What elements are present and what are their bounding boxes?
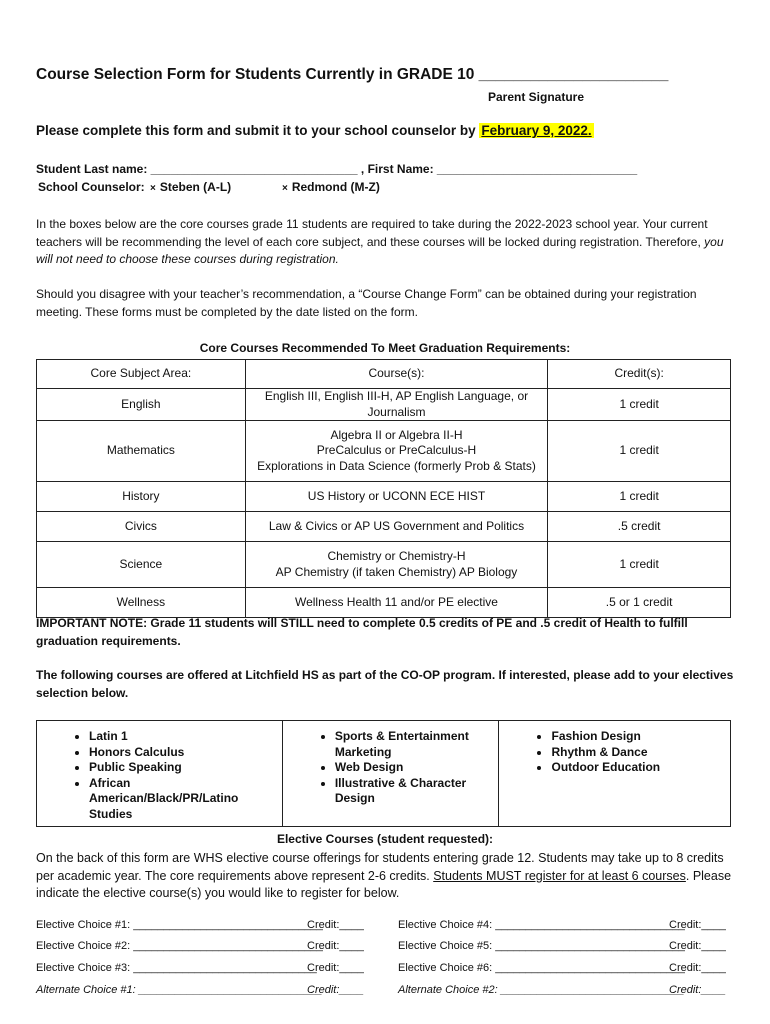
electives-paragraph <box>36 850 736 903</box>
list-item: • Illustrative & Character Design <box>335 776 493 807</box>
list-item: • Honors Calculus <box>89 745 276 761</box>
form-title: Course Selection Form for Students Currently in GRADE 10 ______________________ <box>36 66 669 83</box>
counselor-option-steben[interactable] <box>150 180 231 194</box>
checkbox-mark-icon: × <box>282 183 288 194</box>
subject-cell: Civics <box>37 512 246 542</box>
student-name-line[interactable]: Student Last name: _______________________________ , First Name: ______________________________ <box>36 162 638 176</box>
elective-choice-1[interactable]: Elective Choice #1: _______________________________ <box>36 919 323 931</box>
list-item: • Web Design <box>335 760 493 776</box>
list-item: • Sports & Entertainment Marketing <box>335 729 493 760</box>
credits-cell: .5 or 1 credit <box>548 588 731 618</box>
credit-field[interactable]: Credit:____ <box>307 962 364 974</box>
coop-courses-table <box>36 720 731 827</box>
core-courses-table <box>36 359 731 618</box>
subject-cell: Mathematics <box>37 421 246 482</box>
list-item: • African American/Black/PR/Latino Studies <box>89 776 276 823</box>
table-row <box>37 389 731 421</box>
alternate-choice-1[interactable]: Alternate Choice #1: ______________________________ <box>36 984 323 996</box>
courses-cell <box>245 389 548 421</box>
credit-field[interactable]: Credit:____ <box>307 940 364 952</box>
parent-signature-label: Parent Signature <box>488 90 585 104</box>
course-line: Wellness Health 11 and/or PE elective <box>294 594 498 609</box>
counselor-option-redmond[interactable] <box>282 180 380 194</box>
credits-cell: 1 credit <box>548 421 731 482</box>
intro-paragraph-1 <box>36 216 736 269</box>
electives-requirement: Students MUST register for at least 6 courses <box>433 868 686 883</box>
table-row <box>37 542 731 588</box>
course-line: Law & Civics or AP US Government and Politics <box>268 518 525 533</box>
coop-column <box>499 721 731 827</box>
credits-cell: 1 credit <box>548 389 731 421</box>
credit-field[interactable]: Credit:____ <box>669 940 726 952</box>
checkbox-mark-icon: × <box>150 183 156 194</box>
counselor-option-label: Steben (A-L) <box>159 180 232 194</box>
table-header-row <box>37 360 731 389</box>
school-counselor-label: School Counselor: <box>38 180 145 194</box>
course-line: English III, English III-H, AP English Language, or Journalism <box>264 389 529 419</box>
list-item: • Public Speaking <box>89 760 276 776</box>
course-line: Chemistry or Chemistry-H <box>327 549 466 563</box>
course-line: AP Chemistry (if taken Chemistry) AP Biology <box>275 564 518 579</box>
credit-field[interactable]: Credit:____ <box>669 919 726 931</box>
important-note: IMPORTANT NOTE: Grade 11 students will STILL need to complete 0.5 credits of PE and .5 credit of Health to fulfill graduation requirements. <box>36 616 688 648</box>
coop-column <box>37 721 283 827</box>
table-row <box>37 588 731 618</box>
electives-text-end: . Please indicate the elective course(s) you would like to register for below. <box>36 868 732 900</box>
deadline-date: February 9, 2022. <box>481 123 592 138</box>
header-courses: Course(s): <box>245 360 548 389</box>
elective-choice-6[interactable]: Elective Choice #6: _______________________________ <box>398 962 685 974</box>
subject-cell: Wellness <box>37 588 246 618</box>
intro-italic-text: you will not need to choose these courses during registration. <box>36 234 724 266</box>
electives-heading: Elective Courses (student requested): <box>276 832 494 846</box>
course-line: Algebra II or Algebra II-H <box>330 427 463 442</box>
list-item: • Outdoor Education <box>551 760 724 776</box>
credit-field[interactable]: Credit:____ <box>669 962 726 974</box>
courses-cell <box>245 512 548 542</box>
list-item: • Rhythm & Dance <box>551 745 724 761</box>
elective-choice-3[interactable]: Elective Choice #3: ______________________________ <box>36 962 317 974</box>
credit-field[interactable]: Credit:____ <box>307 984 364 996</box>
subject-cell: English <box>37 389 246 421</box>
table-row <box>37 512 731 542</box>
credit-field[interactable]: Credit:____ <box>307 919 364 931</box>
alternate-choice-2[interactable]: Alternate Choice #2: ______________________________ <box>398 984 685 996</box>
header-credits: Credit(s): <box>548 360 731 389</box>
elective-choice-5[interactable]: Elective Choice #5: _______________________________ <box>398 940 685 952</box>
credits-cell: .5 credit <box>548 512 731 542</box>
list-item: • Latin 1 <box>89 729 276 745</box>
course-line: US History or UCONN ECE HIST <box>307 488 486 503</box>
intro-paragraph-2: Should you disagree with your teacher’s recommendation, a “Course Change Form” can be obtained during your registration meeting. These forms must be completed by the date listed on the form. <box>36 287 697 319</box>
elective-choice-2[interactable]: Elective Choice #2: _______________________________ <box>36 940 323 952</box>
table-row <box>37 421 731 482</box>
courses-cell <box>245 542 548 588</box>
courses-cell <box>245 588 548 618</box>
subject-cell: Science <box>37 542 246 588</box>
credits-cell: 1 credit <box>548 482 731 512</box>
table-row <box>37 482 731 512</box>
electives-text: On the back of this form are WHS elective course offerings for students entering grade 12. Students may take up to 8 credits per academic year. The core requirements above represent 2-6 credits. <box>36 851 724 883</box>
credit-field[interactable]: Credit:____ <box>669 984 726 996</box>
header-subject: Core Subject Area: <box>37 360 246 389</box>
counselor-option-label: Redmond (M-Z) <box>291 180 380 194</box>
list-item: • Fashion Design <box>551 729 724 745</box>
instruction-text: Please complete this form and submit it to your school counselor by <box>36 123 476 138</box>
elective-choice-4[interactable]: Elective Choice #4: _______________________________ <box>398 919 685 931</box>
coop-column <box>282 721 499 827</box>
core-table-caption: Core Courses Recommended To Meet Graduation Requirements: <box>199 341 571 355</box>
coop-intro: The following courses are offered at Litchfield HS as part of the CO-OP program. If interested, please add to your electives selection below. <box>36 668 734 700</box>
courses-cell <box>245 482 548 512</box>
subject-cell: History <box>37 482 246 512</box>
credits-cell: 1 credit <box>548 542 731 588</box>
course-line: PreCalculus or PreCalculus-H <box>316 443 477 458</box>
intro-text: In the boxes below are the core courses grade 11 students are required to take during the 2022-2023 school year. Your current teachers will be recommending the level of each core subject, and these courses will be locked during registration. Therefore, <box>36 217 708 249</box>
instruction-line <box>36 123 594 138</box>
courses-cell <box>245 421 548 482</box>
course-line: Explorations in Data Science (formerly Prob & Stats) <box>257 458 536 473</box>
